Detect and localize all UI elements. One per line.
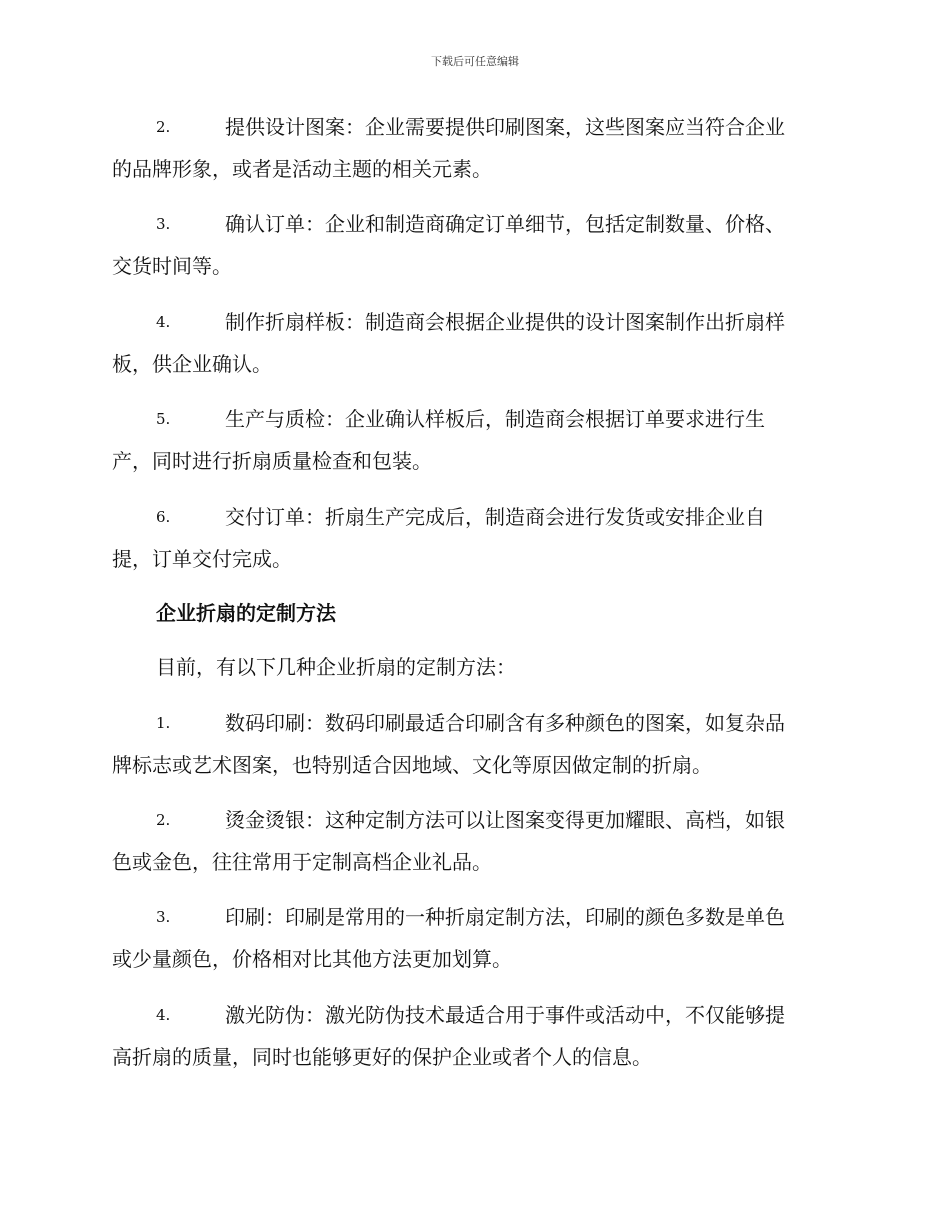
list-text-line2: 产，同时进行折扇质量检查和包装。 bbox=[112, 449, 432, 473]
list-item bbox=[112, 896, 834, 980]
list-item bbox=[112, 106, 834, 190]
list-item bbox=[112, 398, 834, 482]
list-item bbox=[112, 702, 834, 786]
list-text-line2: 板，供企业确认。 bbox=[112, 352, 272, 376]
list-text-line2: 交货时间等。 bbox=[112, 254, 232, 278]
list-text-line2: 色或金色，往往常用于定制高档企业礼品。 bbox=[112, 850, 492, 874]
list-item bbox=[112, 203, 834, 287]
list-text-line1: 数码印刷：数码印刷最适合印刷含有多种颜色的图案，如复杂品 bbox=[225, 711, 785, 735]
list-text-line1: 生产与质检：企业确认样板后，制造商会根据订单要求进行生 bbox=[225, 407, 765, 431]
list-number: 6. bbox=[156, 508, 171, 526]
list-number: 4. bbox=[156, 313, 171, 331]
list-number: 4. bbox=[156, 1006, 171, 1024]
list-text-line1: 印刷：印刷是常用的一种折扇定制方法，印刷的颜色多数是单色 bbox=[225, 905, 785, 929]
list-number: 3. bbox=[156, 908, 171, 926]
list-text-line1: 提供设计图案：企业需要提供印刷图案，这些图案应当符合企业 bbox=[225, 115, 785, 139]
list-number: 3. bbox=[156, 215, 171, 233]
list-text-line1: 烫金烫银：这种定制方法可以让图案变得更加耀眼、高档，如银 bbox=[225, 808, 785, 832]
list-text-line2: 高折扇的质量，同时也能够更好的保护企业或者个人的信息。 bbox=[112, 1045, 652, 1069]
list-item bbox=[112, 994, 834, 1078]
page-header: 下载后可任意编辑 bbox=[431, 55, 519, 68]
list-number: 5. bbox=[156, 410, 171, 428]
list-text-line2: 的品牌形象，或者是活动主题的相关元素。 bbox=[112, 157, 492, 181]
list-text-line1: 制作折扇样板：制造商会根据企业提供的设计图案制作出折扇样 bbox=[225, 310, 785, 334]
list-number: 1. bbox=[156, 714, 171, 732]
list-text-line2: 牌标志或艺术图案，也特别适合因地域、文化等原因做定制的折扇。 bbox=[112, 753, 712, 777]
list-item bbox=[112, 799, 834, 883]
intro-paragraph: 目前，有以下几种企业折扇的定制方法： bbox=[156, 655, 516, 679]
list-item bbox=[112, 496, 834, 580]
list-number: 2. bbox=[156, 118, 171, 136]
list-text-line2: 或少量颜色，价格相对比其他方法更加划算。 bbox=[112, 947, 512, 971]
list-text-line1: 激光防伪：激光防伪技术最适合用于事件或活动中，不仅能够提 bbox=[225, 1003, 785, 1027]
section-heading: 企业折扇的定制方法 bbox=[156, 601, 336, 625]
list-text-line2: 提，订单交付完成。 bbox=[112, 547, 292, 571]
list-item bbox=[112, 301, 834, 385]
list-text-line1: 确认订单：企业和制造商确定订单细节，包括定制数量、价格、 bbox=[225, 212, 785, 236]
list-number: 2. bbox=[156, 811, 171, 829]
list-text-line1: 交付订单：折扇生产完成后，制造商会进行发货或安排企业自 bbox=[225, 505, 765, 529]
